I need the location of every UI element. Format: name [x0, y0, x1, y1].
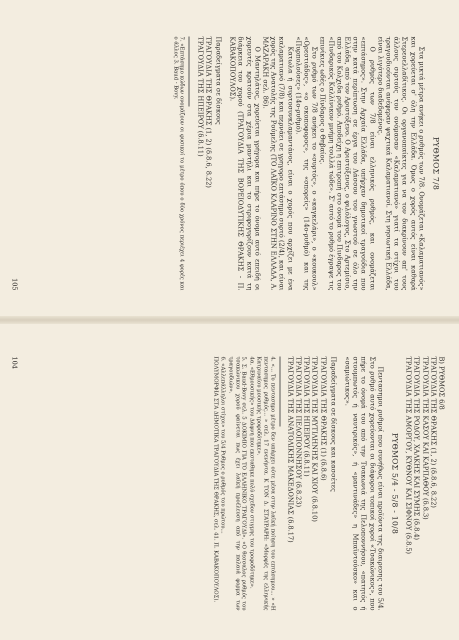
footnote-rule: [188, 36, 189, 106]
list-item: ΤΡΑΓΟΥΔΙΑ ΤΗΣ ΑΝΑΤΟΛΙΚΗΣ ΜΑΚΕΔΟΝΙΑΣ (δ.8.17): [285, 356, 294, 543]
body-paragraph: Ο Μαντηλάτος, χορεύεται γρήγορα και πήρε το όνομα αυτό επειδή οι χορευτές κρατούν στα χέρια μαντήλι και το στριφογυρίζουν κατά τη διάρκεια του χορού (ΤΡΑΓΟΥΔΙΑ ΤΗΣ ΒΟΡΕΙΟΔΥΤΙΚΗΣ ΘΡΑΚΗΣ - Π. ΚΑΒΑΚΟΠΟΥΛΟΣ).: [228, 36, 261, 290]
body-paragraph: Στα μικτά μέτρα ανήκει ο ρυθμός των 7/8. Ονομάζεται «Καλαματιανός» και χορεύεται σ' όλη την Ελλάδα. Όμως ο χορός αυτός είναι καθαρά Στερεοελλαδίτικος. Οι οργανοπαίκτες για να τον διακρίνουν απ' τους άλλους σιρτούς τον ονόμασαν «Καλαματιανό» γιατί τα στίχοι του τραγουδιούνται ανέφεραν ψαχτικά Καλαματιανοί. Στη νησιωτική Ελλάδα, είναι λιγότερο διαδεδομένος.: [375, 36, 425, 290]
list-item: ΤΡΑΓΟΥΔΙΑ ΤΗΣ ΘΡΑΚΗΣ (1, 2) (δ.8.6, 8.22): [203, 36, 212, 188]
footnote: ΠΟΛΥΜΟΡΦΙΑ ΣΤΑ ΔΗΜΟΤΙΚΑ ΤΡΑΓΟΥΔΙΑ ΤΗΣ ΘΡΑΚΗΣ, σελ. 41. Π. ΚΑΒΑΚΟΠΟΥΛΟΣ).: [211, 356, 218, 602]
footnote: 4. «... Το πεντασημο μέτρο δεν υπάρχει ούτε μέσα στην λαϊκή ποίηση του επτάσημου... » «Η πεντασημος ρυθμός... » σελ. 17 ενενήντα. Κ ΤΟΝ Δ. ΣΤΑΥΡΑΡΗ: «Μορφές της ελληνικής Κατριναίου μουσικής τροφοδότηκε».: [255, 356, 275, 610]
section-heading-7-8: ΡΥΘΜΟΣ 7/8: [431, 136, 440, 190]
list-item: ΤΡΑΓΟΥΔΙΑ ΤΗΣ ΗΠΕΙΡΟΥ (δ.8.11): [302, 356, 311, 477]
list-item: Β) ΡΥΘΜΟΣ 6/8: [437, 356, 445, 410]
list-item: ΤΡΑΓΟΥΔΙΑ ΤΗΣ ΡΟΔΟΥ, ΧΑΛΚΗΣ ΚΑΙ ΣΥΜΗΣ (δ.8.4): [412, 356, 421, 540]
footnote: 6. «Αλλεπάλληλοι στίχοι» του 5/4 Ρυθμος ο ρυθμός του πρώτου...: [219, 356, 226, 534]
body-paragraph: Ο ρυθμός των 7/8 είναι ελληνικός ρυθμός, και ονομάζεται «επτάσημος». Στην Αρχαία Ελλάδα, υπήρχαν δημοτικοί τραγούδια που στην κατά περίπτωση σε έργα του Λάσσου του γνωστού σε όλο την Ελλάδα, από τον Αριστόξενο. Ο Αριστόξενος, ο φιλόλογος, Στο Αρτεμίσιο, από του Κολχιδα ρυθμό. Αποδείχη η επιτροπή στο όνομά του Πινδαρος του «Πινδαρικός Καλλίνικον μνήμη τοιλλά τώδε». Σ' αυτό το ρυθμό έγραψε τις επινίκιες ωδές ο Πίνδαρος ο Θηβαίος.: [318, 36, 376, 290]
examples-label: Παραδείγματα σε δίσκους: [213, 36, 222, 125]
footnote: 4α. «Εθμουσικής» του Δάφνη που εκσταθηκε πολύ σχεδον στιγμης του τροφοδότηκε».: [247, 356, 254, 589]
examples-list: [195, 36, 211, 290]
rhythm-6-8-list: [404, 356, 445, 610]
list-item: ΤΡΑΓΟΥΔΙΑ ΤΗΣ ΚΑΣΟΥ ΚΑΙ ΚΑΡΠΑΘΟΥ (δ.8.3): [420, 356, 429, 520]
list-item: ΤΡΑΓΟΥΔΙΑ ΤΗΣ ΑΜΟΡΓΟΥ, ΚΥΘΝΟΥ ΚΑΙ ΣΙΦΝΟΥ (δ.8.5): [404, 356, 413, 554]
page-number: 104: [10, 356, 19, 369]
list-item: ΤΡΑΓΟΥΔΙΑ ΤΗΣ ΜΥΤΙΛΗΝΗΣ ΚΑΙ ΧΙΟΥ (δ.8.10): [310, 356, 319, 522]
body-paragraph: Κατωλα ή συρτοσυνκλαμαντάνος, είναι ο χορός που αρχίζει με ένα καλαματιανό (7/8) και περνάει σε γρηγορο επτάσημο συρτό (2/4), και είναι χορός της Ανατολής της Ρούμελης (ΤΟ ΛΑΪΚΟ ΚΛΑΡΙΝΟ ΣΤΗΝ ΕΛΛΑΔΑ, Α. ΜΑΖΑΡΑΚΗ σελ. 86).: [260, 36, 294, 290]
examples-label: Παραδείγματα σε δίσκους και κασσέτες: [328, 356, 337, 492]
list-item: ΤΡΑΓΟΥΔΙΑ ΤΗΣ ΠΕΛΟΠΟΝΝΗΣΟΥ (δ.8.23): [293, 356, 302, 507]
page-number: 105: [10, 277, 19, 290]
list-item: ΤΡΑΓΟΥΔΙΑ ΤΗΣ ΘΡΑΚΗΣ (1) (δ.8.6): [318, 356, 327, 481]
list-item: ΤΡΑΓΟΥΔΙΑ ΤΗΣ ΗΠΕΙΡΟΥ (δ.8.11): [195, 36, 204, 157]
section-heading-5-4: ΡΥΘΜΟΣ 5/4 - 5/8 - 10/8: [389, 432, 399, 534]
book-page-left: [0, 320, 459, 640]
footnote-rule: [279, 356, 280, 426]
body-paragraph: Στο ρυθμό των 7/8 ανήκει το «συρτός», ο «καγκελάρι», ο «κουκουλ» «Ορεστιάδος», «ο σκοποφορος», της «σπορείς» (14ο-ρυθμό) και της «Πυρπολούσες» (14ο-ρυθμό).: [293, 36, 319, 290]
examples-list: [286, 356, 327, 610]
list-item: ΤΡΑΓΟΥΔΙΑ ΤΗΣ ΘΡΑΚΗΣ (1, 2) (δ.8.6, 8.22): [428, 356, 437, 508]
footnote: 5. Σ. Baud-Bovy σελ. 5 ΔΟΚΙΜΙΟ ΓΙΑ ΤΟ ΕΛΛΗΝΙΚΟ ΤΡΑΓΟΥΔΙ». «Ο θεσσαλος ρυθμός του τσακώνικου χορού φαίνεται πως έχει λαϊκή προέλευση από την παλαιά φορμα των τραγουδιών».: [226, 356, 247, 610]
footnote: 7. «Επτάσημο κώδων ονομάζουν οι φυσικοί το μέτρο όπου ο δύο χρόνος περιέχει 4 φορές και ο άλλος 3. Baud - Bovy.: [171, 36, 185, 290]
body-paragraph: Πεντασημοι ρυθμοί που συνήθως είναι προϊόντα της διαιρεσης του 5/4. Στο ρυθμό αυτό χορεύονται οι διάφοροι τοπικοί χοροί «Τσακώνικος», που πήρε το όνομά του από την Τσακωνιά της Πελοποννήσου, «πατητός ή στουμπωτός ή ναυτιρικός», ή «μαντινάδες» η Μπαϊντούσκο» και ο «σαμιώτικος».: [342, 356, 384, 610]
